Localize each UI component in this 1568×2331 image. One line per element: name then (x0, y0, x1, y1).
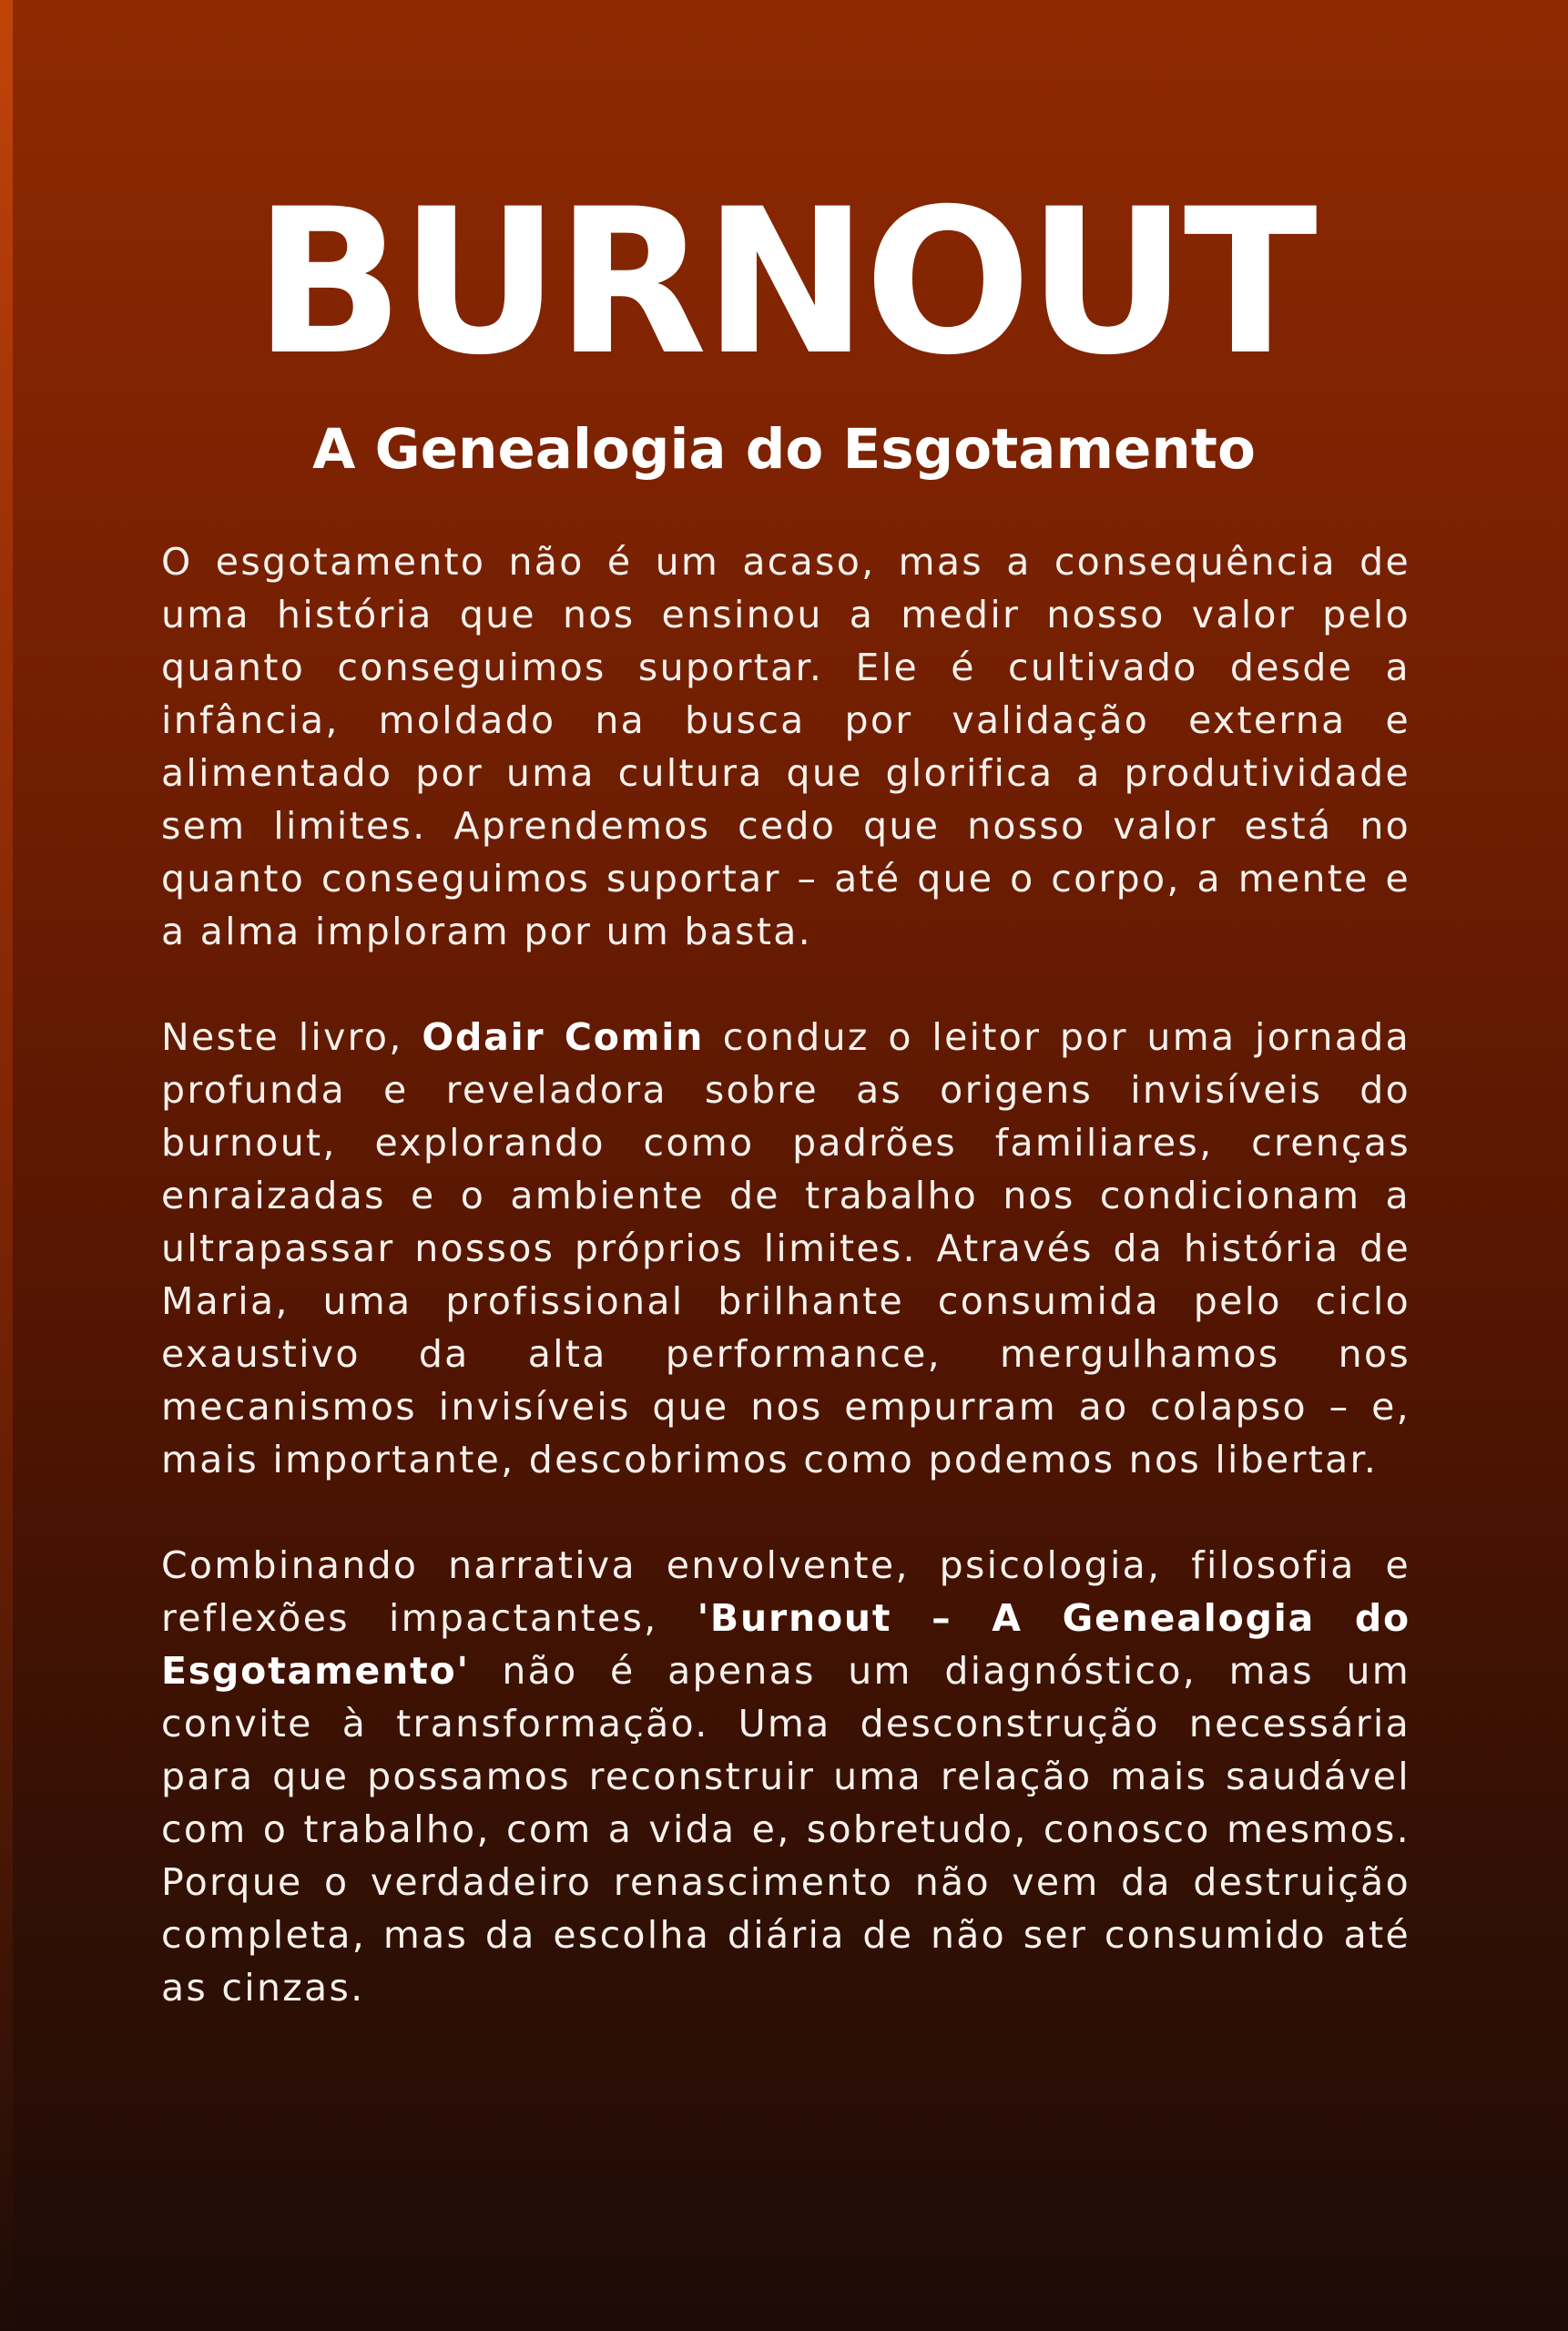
book-title: BURNOUT (254, 166, 1314, 399)
blurb-paragraph-1 (161, 535, 1410, 958)
blurb-paragraph-2 (161, 1011, 1410, 1486)
blurb-paragraph-3-text: não é apenas um diagnóstico, mas um convite à transformação. Uma desconstrução necessária para que possamos reconstruir uma relação mais saudável com o trabalho, com a vida e, sobretudo, conosco mesmos. Porque o verdadeiro renascimento não vem da destruição completa, mas da escolha diária de não ser consumido até as cinzas. (161, 1649, 1410, 2010)
back-cover-blurb (161, 535, 1410, 2067)
blurb-paragraph-3 (161, 1539, 1410, 2014)
blurb-paragraph-2-lead: Neste livro, (161, 1015, 423, 1059)
blurb-paragraph-3-lead: Combinando narrativa envolvente, psicologia, filosofia e reflexões impactantes, (161, 1543, 1410, 1640)
blurb-paragraph-2-text: conduz o leitor por uma jornada profunda e reveladora sobre as origens invisíveis do burnout, explorando como padrões familiares, crenças enraizadas e o ambiente de trabalho nos condicionam a ultrapassar nossos próprios limites. Através da história de Maria, uma profissional brilhante consumida pelo ciclo exaustivo da alta performance, mergulhamos nos mecanismos invisíveis que nos empurram ao colapso – e, mais importante, descobrimos como podemos nos libertar. (161, 1015, 1411, 1481)
book-subtitle: A Genealogia do Esgotamento (312, 417, 1256, 482)
author-name: Odair Comin (422, 1015, 705, 1059)
edge-glow-decoration (0, 0, 13, 2331)
book-title-quote: 'Burnout – A Genealogia do Esgotamento' (161, 1596, 1410, 1693)
blurb-paragraph-1-text: O esgotamento não é um acaso, mas a consequência de uma história que nos ensinou a medir nosso valor pelo quanto conseguimos suportar. Ele é cultivado desde a infância, moldado na busca por validação externa e alimentado por uma cultura que glorifica a produtividade sem limites. Aprendemos cedo que nosso valor está no quanto conseguimos suportar – até que o corpo, a mente e a alma imploram por um basta. (161, 540, 1410, 953)
